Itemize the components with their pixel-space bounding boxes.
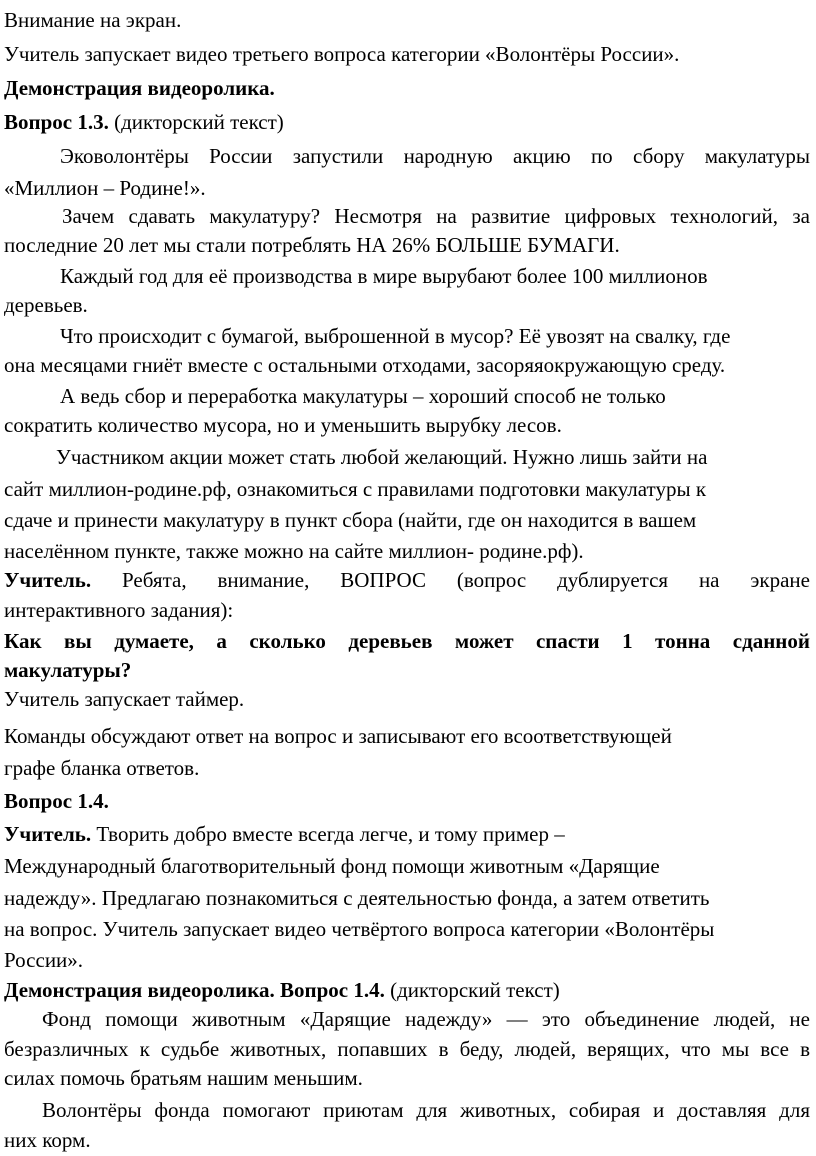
- line-37: них корм.: [4, 1128, 91, 1152]
- line-1: Внимание на экран.: [4, 8, 182, 32]
- line-9: Каждый год для её производства в мире вырубают более 100 миллионов: [60, 264, 708, 288]
- line-27: Учитель. Творить добро вместе всегда легче, и тому пример –: [4, 822, 565, 846]
- line-32: Демонстрация видеоролика. Вопрос 1.4. (дикторский текст): [4, 978, 560, 1002]
- line-31: России».: [4, 948, 84, 972]
- line-22-question: макулатуры?: [4, 658, 132, 682]
- line-19: Учитель. Ребята, внимание, ВОПРОС (вопрос дублируется на экране: [4, 568, 810, 592]
- line-14: сократить количество мусора, но и уменьшить вырубку лесов.: [4, 413, 562, 437]
- line-25: графе бланка ответов.: [4, 756, 200, 780]
- line-34: безразличных к судьбе животных, попавших в беду, людей, верящих, что мы все в: [4, 1037, 810, 1061]
- line-29: надежду». Предлагаю познакомиться с деятельностью фонда, а затем ответить: [4, 886, 710, 910]
- line-11: Что происходит с бумагой, выброшенной в мусор? Её увозят на свалку, где: [60, 324, 731, 348]
- line-16: сайт миллион-родине.рф, ознакомиться с правилами подготовки макулатуры к: [4, 477, 707, 501]
- line-8: последние 20 лет мы стали потреблять НА 26% БОЛЬШЕ БУМАГИ.: [4, 233, 620, 257]
- line-6: «Миллион – Родине!».: [4, 176, 206, 200]
- line-17: сдаче и принести макулатуру в пункт сбора (найти, где он находится в вашем: [4, 508, 697, 532]
- line-18: населённом пункте, также можно на сайте миллион- родине.рф).: [4, 539, 584, 563]
- line-23: Учитель запускает таймер.: [4, 687, 245, 711]
- line-7: Зачем сдавать макулатуру? Несмотря на развитие цифровых технологий, за: [62, 204, 810, 228]
- line-10: деревьев.: [4, 293, 88, 317]
- line-13: А ведь сбор и переработка макулатуры – хороший способ не только: [60, 384, 666, 408]
- line-24: Команды обсуждают ответ на вопрос и записывают его всоответствующей: [4, 724, 672, 748]
- line-36: Волонтёры фонда помогают приютам для животных, собирая и доставляя для: [42, 1098, 810, 1122]
- line-2: Учитель запускает видео третьего вопроса категории «Волонтёры России».: [4, 42, 680, 66]
- line-12: она месяцами гниёт вместе с остальными отходами, засоряяокружающую среду.: [4, 353, 726, 377]
- line-5: Эковолонтёры России запустили народную акцию по сбору макулатуры: [60, 144, 810, 168]
- line-3-heading: Демонстрация видеоролика.: [4, 76, 275, 100]
- line-20: интерактивного задания):: [4, 598, 234, 622]
- line-15: Участником акции может стать любой желающий. Нужно лишь зайти на: [56, 445, 708, 469]
- line-35: силах помочь братьям нашим меньшим.: [4, 1066, 363, 1090]
- line-21-question: Как вы думаете, а сколько деревьев может спасти 1 тонна сданной: [4, 629, 810, 653]
- line-33: Фонд помощи животным «Дарящие надежду» — это объединение людей, не: [42, 1007, 810, 1031]
- line-30: на вопрос. Учитель запускает видео четвёртого вопроса категории «Волонтёры: [4, 917, 715, 941]
- line-4: Вопрос 1.3. (дикторский текст): [4, 110, 284, 134]
- line-28: Международный благотворительный фонд помощи животным «Дарящие: [4, 854, 660, 878]
- line-26-heading: Вопрос 1.4.: [4, 789, 109, 813]
